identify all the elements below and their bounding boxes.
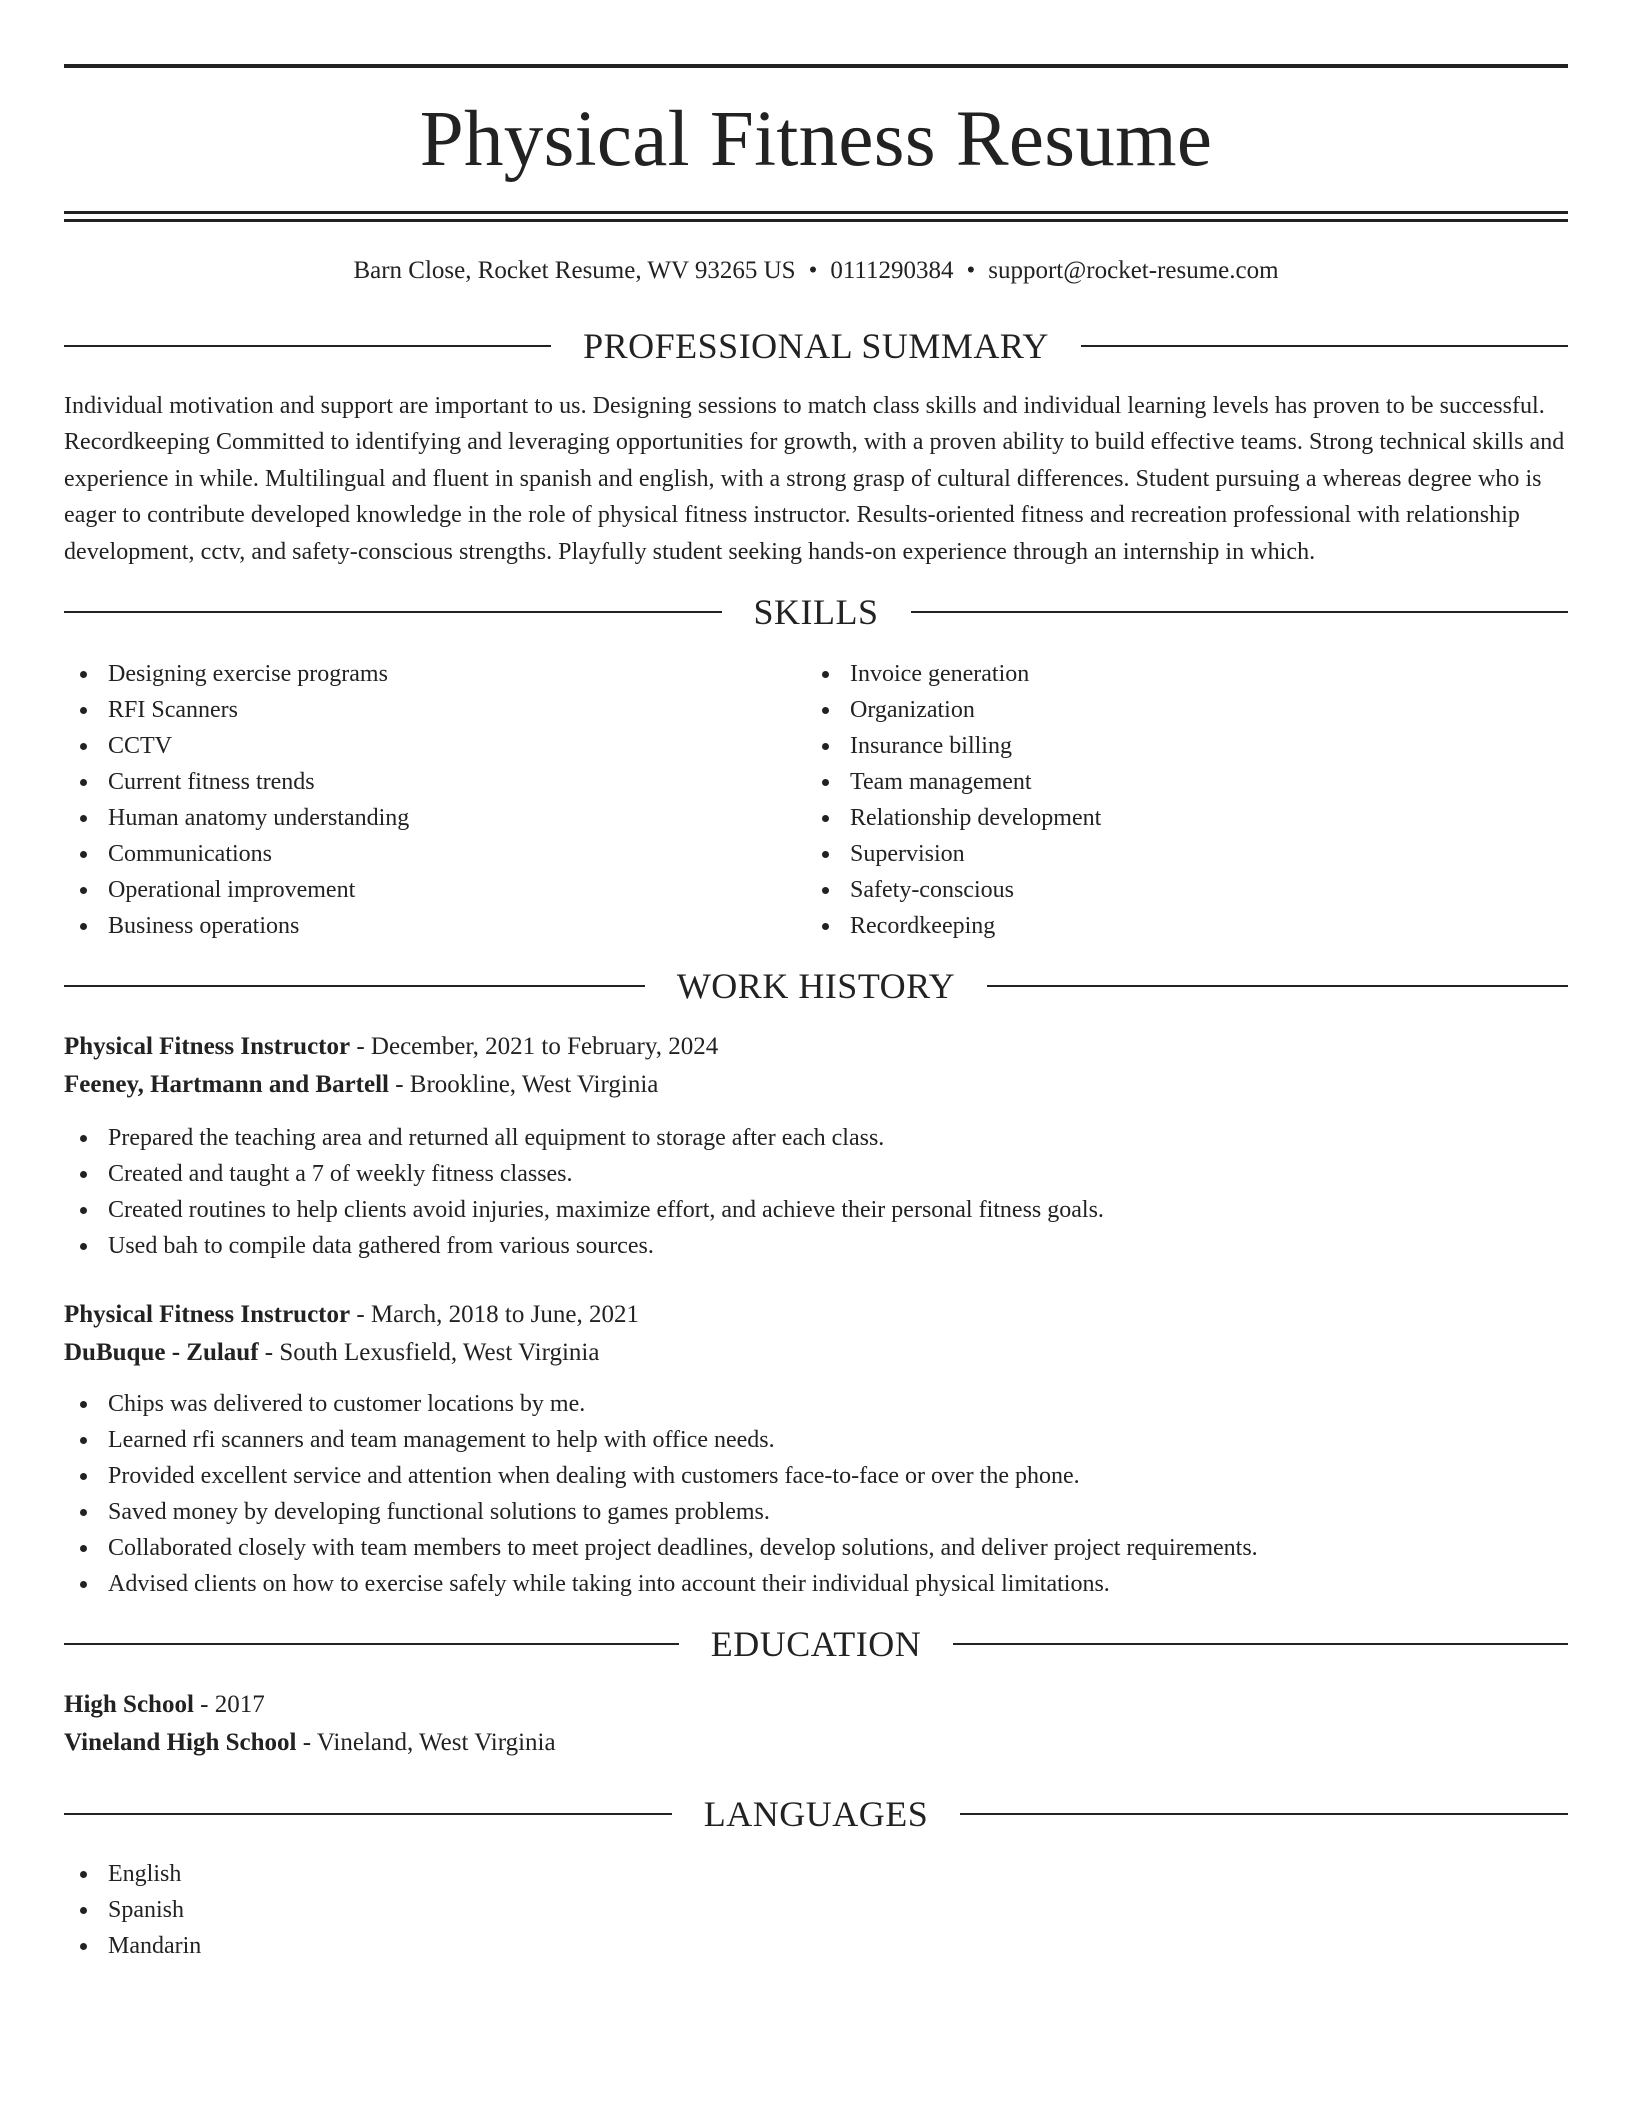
- education-school-line: [64, 1724, 1568, 1762]
- job-bullet: Chips was delivered to customer locations by me.: [64, 1386, 1568, 1422]
- job-company: DuBuque - Zulauf: [64, 1339, 259, 1367]
- skills-column-right: [806, 656, 1548, 944]
- contact-address: Barn Close, Rocket Resume, WV 93265 US: [353, 257, 796, 284]
- skills-heading: [64, 592, 1568, 632]
- contact-separator: •: [808, 257, 818, 284]
- skills-list: [64, 656, 1568, 944]
- title-double-rule: [64, 211, 1568, 222]
- education-heading-label: EDUCATION: [710, 1624, 922, 1665]
- heading-rule: [960, 1813, 1568, 1815]
- heading-rule: [64, 1813, 672, 1815]
- skill-item: CCTV: [64, 728, 806, 764]
- skill-item: Team management: [806, 764, 1548, 800]
- education-location: - Vineland, West Virginia: [296, 1729, 556, 1757]
- job-bullet: Learned rfi scanners and team management to help with office needs.: [64, 1422, 1568, 1458]
- education-degree-line: [64, 1686, 1568, 1724]
- skill-item: Business operations: [64, 908, 806, 944]
- skill-item: Relationship development: [806, 800, 1548, 836]
- summary-heading: [64, 326, 1568, 366]
- heading-rule: [64, 611, 722, 613]
- contact-email: support@rocket-resume.com: [988, 257, 1279, 284]
- job-bullet: Created and taught a 7 of weekly fitness classes.: [64, 1156, 1568, 1192]
- job-dates: - March, 2018 to June, 2021: [350, 1301, 639, 1329]
- job-bullet: Advised clients on how to exercise safely while taking into account their individual physical limitations.: [64, 1566, 1568, 1602]
- job-bullet: Provided excellent service and attention when dealing with customers face-to-face or over the phone.: [64, 1458, 1568, 1494]
- job-location: - Brookline, West Virginia: [388, 1071, 659, 1099]
- contact-separator: •: [966, 257, 976, 284]
- job-title: Physical Fitness Instructor: [64, 1301, 351, 1329]
- work-heading: [64, 966, 1568, 1006]
- summary-heading-label: PROFESSIONAL SUMMARY: [583, 326, 1049, 366]
- skill-item: Communications: [64, 836, 806, 872]
- contact-phone: 0111290384: [830, 257, 954, 284]
- job-bullet: Saved money by developing functional solutions to games problems.: [64, 1494, 1568, 1530]
- heading-rule: [953, 1643, 1568, 1645]
- skill-item: Insurance billing: [806, 728, 1548, 764]
- education-heading: [64, 1624, 1568, 1664]
- job-bullets: [64, 1120, 1568, 1264]
- job-title-line: [64, 1028, 1568, 1066]
- resume-title: Physical Fitness Resume: [419, 96, 1213, 183]
- job-bullet: Prepared the teaching area and returned all equipment to storage after each class.: [64, 1120, 1568, 1156]
- job-title: Physical Fitness Instructor: [64, 1033, 351, 1061]
- heading-rule: [987, 985, 1568, 987]
- job-dates: - December, 2021 to February, 2024: [350, 1033, 719, 1061]
- language-item: English: [64, 1856, 1568, 1892]
- job-bullet: Created routines to help clients avoid injuries, maximize effort, and achieve their personal fitness goals.: [64, 1192, 1568, 1228]
- skill-item: Designing exercise programs: [64, 656, 806, 692]
- heading-rule: [64, 1643, 679, 1645]
- summary-text: Individual motivation and support are important to us. Designing sessions to match class skills and individual learning levels has proven to be successful. Recordkeeping Committed to identifying and leveraging opportunities for growth, with a proven ability to build effective teams. Strong technical skills and experience in while. Multilingual and fluent in spanish and english, with a strong grasp of cultural differences. Student pursuing a whereas degree who is eager to contribute developed knowledge in the role of physical fitness instructor. Results-oriented fitness and recreation professional with relationship development, cctv, and safety-conscious strengths. Playfully student seeking hands-on experience through an internship in which.: [64, 393, 1565, 565]
- job-bullets: [64, 1386, 1568, 1602]
- heading-rule: [64, 345, 551, 347]
- heading-rule: [1081, 345, 1568, 347]
- heading-rule: [64, 985, 645, 987]
- skill-item: Current fitness trends: [64, 764, 806, 800]
- job-company: Feeney, Hartmann and Bartell: [64, 1071, 389, 1099]
- skill-item: Human anatomy understanding: [64, 800, 806, 836]
- job-location: - South Lexusfield, West Virginia: [258, 1339, 600, 1367]
- skill-item: Organization: [806, 692, 1548, 728]
- education-school: Vineland High School: [64, 1729, 297, 1757]
- skill-item: Safety-conscious: [806, 872, 1548, 908]
- work-heading-label: WORK HISTORY: [676, 966, 956, 1007]
- languages-heading-label: LANGUAGES: [703, 1794, 929, 1835]
- job-entry: [64, 1028, 1568, 1264]
- skills-heading-label: SKILLS: [753, 592, 879, 633]
- education-year: - 2017: [193, 1691, 265, 1719]
- job-title-line: [64, 1296, 1568, 1334]
- skill-item: Recordkeeping: [806, 908, 1548, 944]
- job-bullet: Collaborated closely with team members to meet project deadlines, develop solutions, and deliver project requirements.: [64, 1530, 1568, 1566]
- job-entry: [64, 1296, 1568, 1602]
- skill-item: Supervision: [806, 836, 1548, 872]
- contact-line: [64, 256, 1568, 286]
- skill-item: RFI Scanners: [64, 692, 806, 728]
- language-item: Spanish: [64, 1892, 1568, 1928]
- resume-page: [64, 64, 1568, 1964]
- languages-heading: [64, 1794, 1568, 1834]
- languages-list: [64, 1856, 1568, 1964]
- education-degree: High School: [64, 1691, 194, 1719]
- job-bullet: Used bah to compile data gathered from various sources.: [64, 1228, 1568, 1264]
- language-item: Mandarin: [64, 1928, 1568, 1964]
- heading-rule: [911, 611, 1569, 613]
- skill-item: Operational improvement: [64, 872, 806, 908]
- skill-item: Invoice generation: [806, 656, 1548, 692]
- job-company-line: [64, 1066, 1568, 1104]
- job-company-line: [64, 1334, 1568, 1372]
- education-entry: [64, 1686, 1568, 1762]
- skills-column-left: [64, 656, 806, 944]
